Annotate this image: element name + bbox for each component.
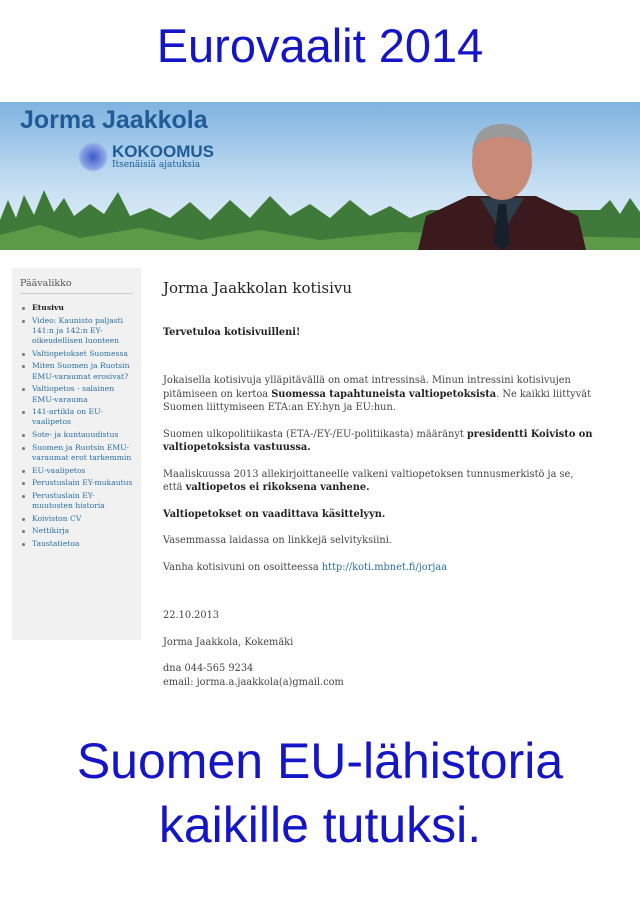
text-bold: presidentti Koivisto on valtiopetoksista vastuussa. <box>163 428 593 453</box>
poster-bottom-line1: Suomen EU-lähistoria <box>76 733 564 789</box>
text-bold: valtiopetos ei rikoksena vanhene. <box>185 482 370 493</box>
menu-item[interactable]: Valtiopetokset Suomessa <box>20 349 133 359</box>
email: email: jorma.a.jaakkola(a)gmail.com <box>163 676 344 688</box>
main-content <box>163 279 593 689</box>
text-bold: Suomessa tapahtuneista valtiopetoksista <box>271 388 497 400</box>
party-logo <box>78 142 214 172</box>
menu-item[interactable]: Nettikirja <box>20 526 133 536</box>
paragraph-old-site <box>163 561 593 575</box>
menu-item[interactable]: Miten Suomen ja Ruotsin EMU-varaumat erosivat? <box>20 361 133 382</box>
page-title: Jorma Jaakkolan kotisivu <box>163 279 353 297</box>
paragraph-koivisto <box>163 428 593 455</box>
paragraph-demand: Valtiopetokset on vaadittava käsittelyyn. <box>163 508 386 520</box>
text: . Ne kaikki liittyvät Suomen liittymiseen ETA:an EY:hyn ja EU:hun. <box>163 388 592 413</box>
menu-item-etusivu[interactable]: Etusivu <box>20 303 133 313</box>
text: Maaliskuussa 2013 allekirjoittaneelle valkeni valtiopetoksen tunnusmerkistö ja se, että <box>163 468 574 493</box>
signature: Jorma Jaakkola, Kokemäki <box>163 636 294 648</box>
welcome-heading: Tervetuloa kotisivuilleni! <box>163 326 301 338</box>
text: Jokaisella kotisivuja ylläpitävällä on omat intressinsä. Minun intressini kotisivujen pitämiseen on kertoa <box>163 375 571 400</box>
date: 22.10.2013 <box>163 610 220 621</box>
poster-top-title: Eurovaalit 2014 <box>156 19 484 72</box>
menu-item[interactable]: EU-vaalipetos <box>20 466 133 476</box>
party-slogan: Itsenäisiä ajatuksia <box>112 160 201 170</box>
text: Suomen ulkopolitiikasta (ETA-/EY-/EU-politiikasta) määränyt <box>163 428 467 440</box>
main-menu <box>12 268 141 640</box>
party-name: KOKOOMUS <box>112 142 214 161</box>
menu-item[interactable]: 141-artikla on EU-vaalipetos <box>20 407 133 428</box>
old-homepage-link[interactable]: http://koti.mbnet.fi/jorjaa <box>321 561 448 573</box>
candidate-photo <box>418 124 586 250</box>
cornflower-icon <box>78 142 108 172</box>
menu-item[interactable]: Valtiopetos - salainen EMU-varauma <box>20 384 133 405</box>
menu-item[interactable]: Koiviston CV <box>20 514 133 524</box>
phone: dna 044-565 9234 <box>163 663 254 674</box>
paragraph-march <box>163 468 593 495</box>
menu-item[interactable]: Taustatietoa <box>20 539 133 549</box>
menu-item[interactable]: Suomen ja Ruotsin EMU-varaumat erot tarkemmin <box>20 443 133 464</box>
menu-item[interactable]: Perustuslain EY-mukautus <box>20 478 133 488</box>
site-header-banner <box>0 102 640 250</box>
text: Vanha kotisivuni on osoitteessa <box>163 561 322 573</box>
site-name: Jorma Jaakkola <box>20 106 208 134</box>
menu-item[interactable]: Sote- ja kuntauudistus <box>20 430 133 440</box>
paragraph-links: Vasemmassa laidassa on linkkejä selvityksiini. <box>163 535 392 546</box>
paragraph-intro <box>163 374 593 415</box>
menu-item[interactable]: Video: Kaunisto paljasti 141:n ja 142:n EY-oikeudellisen luonteen <box>20 316 133 347</box>
main-menu-title: Päävalikko <box>20 278 133 294</box>
menu-item[interactable]: Perustuslain EY-muutosten historia <box>20 491 133 512</box>
poster-bottom-line2: kaikille tutuksi. <box>158 797 482 853</box>
